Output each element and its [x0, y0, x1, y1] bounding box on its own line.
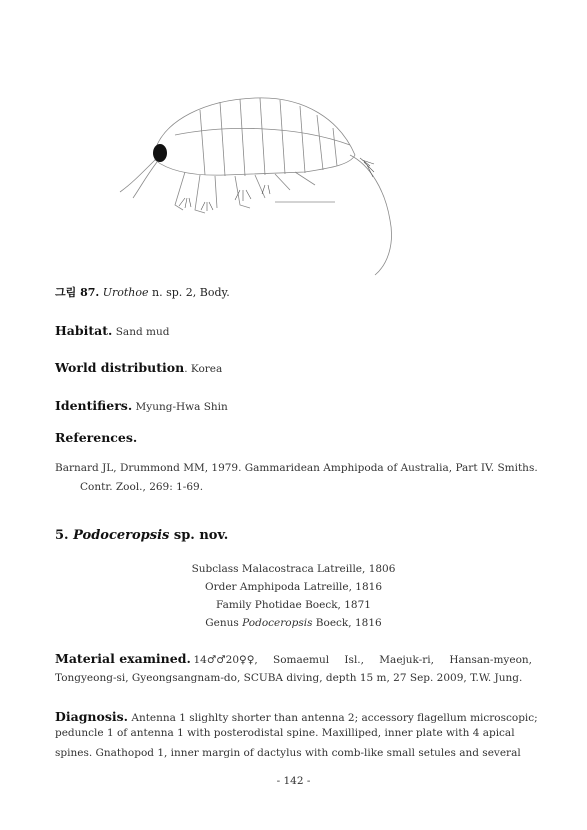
- figure-caption: [55, 284, 230, 300]
- diagnosis-text-1: Antenna 1 slighlty shorter than antenna 2; accessory flagellum microscopic;: [128, 712, 538, 724]
- diagnosis-text-2: peduncle 1 of antenna 1 with posterodistal spine. Maxilliped, inner plate with 4 apical: [55, 727, 515, 739]
- section-title: [55, 528, 228, 543]
- amphipod-figure: [105, 80, 405, 280]
- taxonomy-family: Family Photidae Boeck, 1871: [216, 599, 371, 611]
- distribution-value: . Korea: [184, 363, 223, 375]
- diagnosis-line-1: [55, 706, 538, 725]
- section-suffix: sp. nov.: [169, 528, 229, 543]
- diagnosis-label: Diagnosis.: [55, 709, 129, 724]
- reference-line-2: Contr. Zool., 269: 1-69.: [80, 481, 204, 493]
- identifiers-line: [55, 395, 228, 414]
- taxonomy-subclass: Subclass Malacostraca Latreille, 1806: [191, 563, 396, 575]
- distribution-line: [55, 357, 222, 376]
- caption-genus: Urothoe: [102, 286, 149, 299]
- reference-line-1: Barnard JL, Drummond MM, 1979. Gammaridean Amphipoda of Australia, Part IV. Smiths.: [55, 462, 538, 474]
- material-label: Material examined.: [55, 651, 191, 666]
- material-text-1: 14♂♂20♀♀, Somaemul Isl., Maejuk-ri, Hansan-myeon,: [193, 654, 532, 666]
- caption-text: n. sp. 2, Body.: [148, 286, 230, 299]
- habitat-value: Sand mud: [112, 326, 170, 338]
- material-line-1: [55, 651, 532, 666]
- distribution-label: World distribution: [55, 360, 185, 375]
- section-number: 5.: [55, 528, 74, 543]
- taxonomy-genus: [0, 617, 587, 629]
- amphipod-drawing: [105, 80, 405, 280]
- reference-entry: [55, 459, 538, 497]
- taxonomy-genus-suffix: Boeck, 1816: [312, 617, 382, 629]
- taxonomy-order: Order Amphipoda Latreille, 1816: [204, 581, 383, 593]
- diagnosis-text-3: spines. Gnathopod 1, inner margin of dactylus with comb-like small setules and several: [55, 747, 521, 759]
- habitat-line: [55, 320, 169, 339]
- taxonomy-genus-prefix: Genus: [205, 617, 243, 629]
- identifiers-value: Myung-Hwa Shin: [132, 401, 228, 413]
- references-heading: References.: [55, 430, 138, 445]
- taxonomy-genus-name: Podoceropsis: [242, 617, 313, 629]
- section-genus: Podoceropsis: [73, 528, 170, 543]
- page-number: - 142 -: [276, 775, 311, 787]
- identifiers-label: Identifiers.: [55, 398, 133, 413]
- caption-label: 그림 87.: [55, 286, 100, 299]
- habitat-label: Habitat.: [55, 323, 113, 338]
- material-text-2: Tongyeong-si, Gyeongsangnam-do, SCUBA diving, depth 15 m, 27 Sep. 2009, T.W. Jung.: [55, 672, 523, 684]
